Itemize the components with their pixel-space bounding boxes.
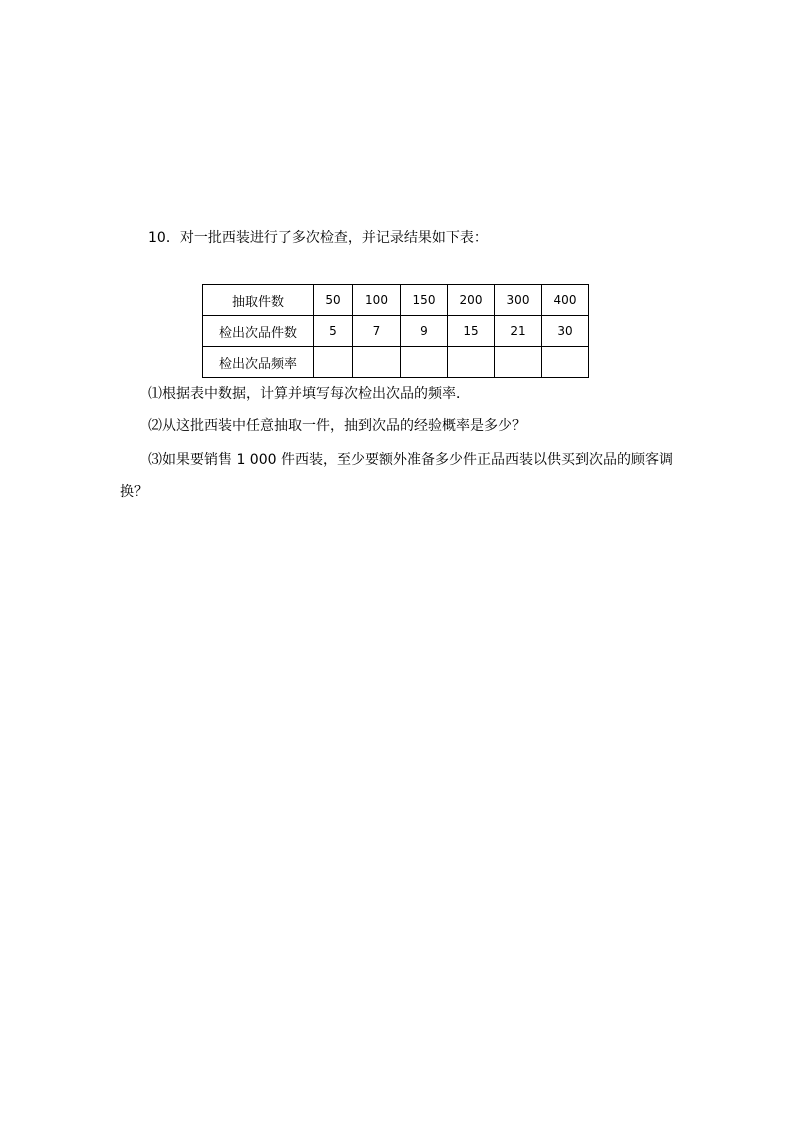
table-cell: 30 [542,316,589,347]
table-cell: 21 [495,316,542,347]
table-cell: 400 [542,285,589,316]
question-1: ⑴根据表中数据，计算并填写每次检出次品的频率． [148,386,470,402]
table-row [203,316,589,347]
question-2: ⑵从这批西装中任意抽取一件，抽到次品的经验概率是多少？ [148,418,526,434]
table-cell: 200 [448,285,495,316]
table-cell-blank [401,347,448,378]
table-cell: 5 [314,316,353,347]
problem-stem: 10．对一批西装进行了多次检查，并记录结果如下表： [148,230,488,246]
table-cell: 7 [353,316,401,347]
table-cell: 100 [353,285,401,316]
row-header-sample-count: 抽取件数 [203,285,314,316]
table-cell-blank [495,347,542,378]
table-cell: 15 [448,316,495,347]
question-3: ⑶如果要销售 1 000 件西装，至少要额外准备多少件正品西装以供买到次品的顾客调 [148,452,673,468]
table-cell: 300 [495,285,542,316]
question-3-continuation: 换？ [120,484,148,500]
table-cell-blank [353,347,401,378]
table-cell-blank [542,347,589,378]
table-cell-blank [314,347,353,378]
table-row [203,285,589,316]
table-row [203,347,589,378]
row-header-defect-count: 检出次品件数 [203,316,314,347]
table-cell: 150 [401,285,448,316]
table-cell-blank [448,347,495,378]
table-cell: 50 [314,285,353,316]
inspection-table [202,284,589,378]
table-cell: 9 [401,316,448,347]
row-header-defect-frequency: 检出次品频率 [203,347,314,378]
